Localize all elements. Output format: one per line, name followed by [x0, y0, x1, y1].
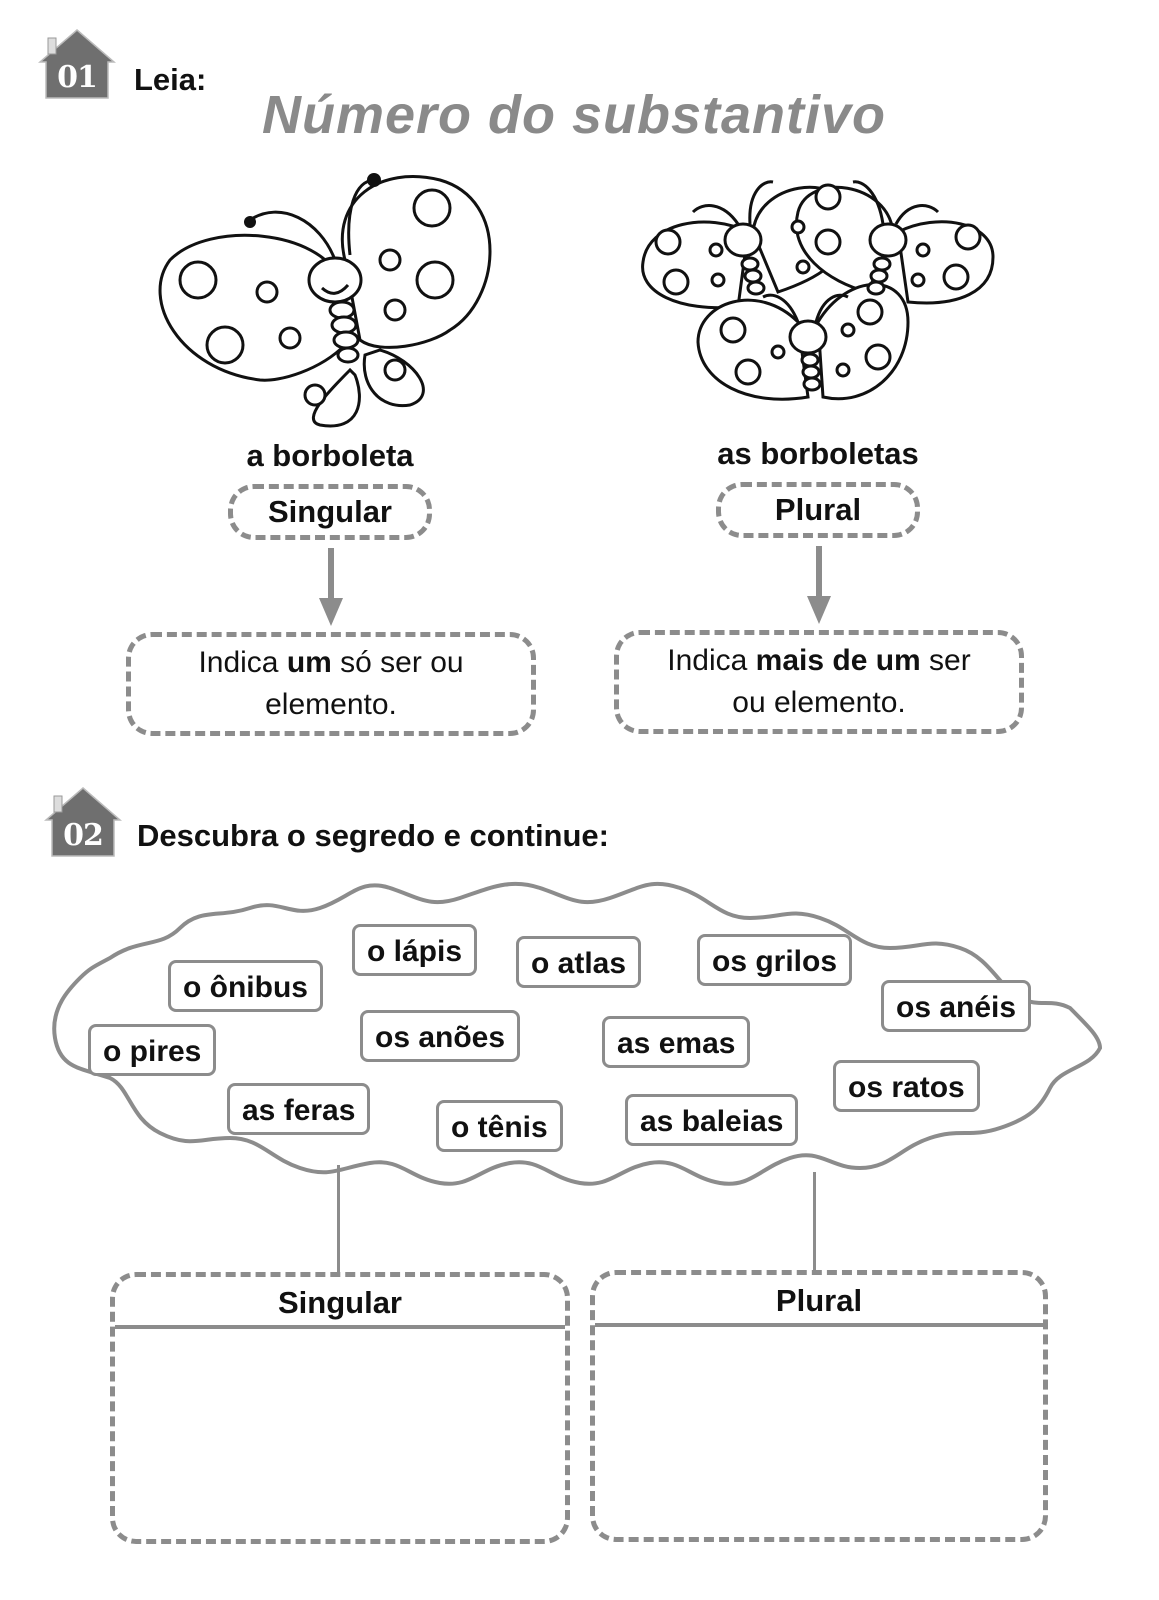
page-title: Número do substantivo [262, 85, 887, 145]
word-chip[interactable]: as emas [602, 1016, 750, 1068]
word-chip[interactable]: os anéis [881, 980, 1031, 1032]
definition-emphasis: um [286, 646, 332, 679]
plural-definition [614, 630, 1024, 734]
question-instruction: Descubra o segredo e continue: [137, 818, 609, 853]
word-chip[interactable]: as baleias [625, 1094, 798, 1146]
singular-example: a borboleta [246, 438, 414, 473]
question-number: 01 [57, 60, 97, 95]
plural-example: as borboletas [717, 436, 919, 471]
definition-text: Indica [667, 644, 756, 677]
question-number-badge [38, 28, 116, 100]
definition-text: Indica [198, 646, 287, 679]
plural-label: Plural [716, 482, 920, 538]
word-chip[interactable]: os anões [360, 1010, 520, 1062]
plural-answer-area[interactable] [595, 1327, 1043, 1537]
definition-emphasis: mais de um [755, 644, 921, 677]
word-chip[interactable]: o pires [88, 1024, 216, 1076]
word-chip[interactable]: os grilos [697, 934, 852, 986]
singular-definition [126, 632, 536, 736]
arrow-down-icon [804, 546, 834, 626]
connector-line [337, 1165, 340, 1273]
singular-answer-area[interactable] [115, 1329, 565, 1539]
plural-column-header: Plural [595, 1275, 1043, 1327]
word-chip[interactable]: os ratos [833, 1060, 980, 1112]
definition-text: só ser ou elemento. [265, 646, 464, 721]
butterfly-illustration [150, 170, 510, 430]
plural-answer-box [590, 1270, 1048, 1542]
connector-line [813, 1172, 816, 1272]
singular-answer-box [110, 1272, 570, 1544]
singular-label: Singular [228, 484, 432, 540]
singular-column-header: Singular [115, 1277, 565, 1329]
butterflies-illustration [638, 172, 1000, 422]
question-instruction: Leia: [134, 62, 207, 97]
word-chip[interactable]: o lápis [352, 924, 477, 976]
word-chip[interactable]: o atlas [516, 936, 641, 988]
word-chip[interactable]: as feras [227, 1083, 370, 1135]
word-chip[interactable]: o ônibus [168, 960, 323, 1012]
definition-text: ser ou elemento. [732, 644, 971, 719]
arrow-down-icon [316, 548, 346, 628]
word-chip[interactable]: o tênis [436, 1100, 563, 1152]
question-number: 02 [63, 818, 103, 853]
question-number-badge [44, 786, 122, 858]
